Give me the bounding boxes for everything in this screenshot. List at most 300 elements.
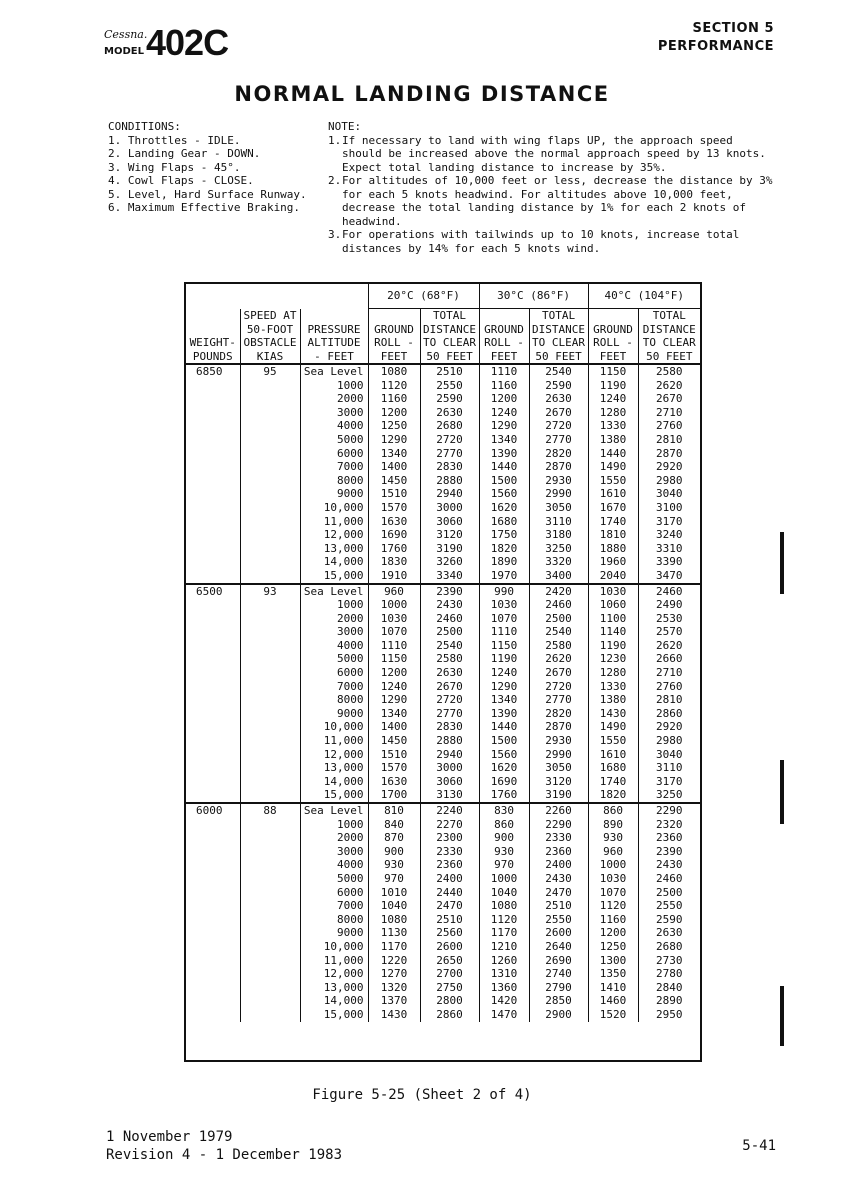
ground-roll-30-cell: 1440 [490, 720, 518, 734]
total-distance-30-cell: 2260 [545, 804, 572, 817]
ground-roll-30-cell: 970 [494, 858, 514, 872]
total-distance-30-cell: 2590 [545, 378, 572, 392]
ground-roll-30-cell: 1200 [490, 392, 518, 406]
total-distance-40-cell: 2390 [656, 844, 683, 858]
revision-bar [780, 986, 784, 1046]
weight-cell: 6850 [186, 364, 240, 584]
ground-roll-30-cell: 1440 [490, 460, 518, 474]
ground-roll-30-cell: 1080 [490, 899, 518, 913]
total-distance-30-cell: 3400 [545, 568, 572, 582]
altitude-cell: 11,000 [323, 953, 364, 967]
total-distance-40-cell: 2810 [656, 693, 683, 707]
ground-roll-30-cell: 1360 [490, 980, 518, 994]
ground-roll-20-cell: 1110 [380, 638, 408, 652]
ground-roll-20-cell: 810 [384, 804, 404, 817]
altitude-cell: Sea Level [303, 584, 364, 598]
conditions-heading: CONDITIONS: [108, 120, 181, 133]
total-distance-20-cell: 2650 [436, 953, 463, 967]
ground-roll-30-cell: 1340 [490, 693, 518, 707]
ground-roll-20-cell: 1030 [380, 611, 408, 625]
altitude-cell: 14,000 [323, 994, 364, 1008]
header-line: DISTANCE [423, 322, 476, 336]
total-distance-40-cell: 2360 [656, 831, 683, 845]
total-distance-30-cell-column [529, 364, 588, 584]
ground-roll-40-cell: 1000 [599, 858, 627, 872]
ground-roll-40-cell: 1610 [599, 487, 627, 501]
note-item [328, 228, 778, 255]
total-distance-20-cell: 3190 [436, 541, 463, 555]
total-distance-20-cell: 2700 [436, 967, 463, 981]
ground-roll-30-cell: 1240 [490, 666, 518, 680]
total-distance-40-cell: 2590 [656, 912, 683, 926]
header-line: 50 FEET [535, 349, 582, 363]
ground-roll-40-cell: 1880 [599, 541, 627, 555]
note-number: 1. [328, 133, 342, 147]
weight-block-row [186, 364, 700, 584]
altitude-cell: 8000 [337, 912, 364, 926]
total-distance-30-cell: 2850 [545, 994, 572, 1008]
ground-roll-30-cell: 1420 [490, 994, 518, 1008]
total-distance-40-cell: 2760 [656, 419, 683, 433]
total-distance-30-cell: 3110 [545, 514, 572, 528]
ground-roll-30-cell: 1260 [490, 953, 518, 967]
total-distance-20-cell: 2940 [436, 487, 463, 501]
ground-roll-20-cell: 1760 [380, 541, 408, 555]
total-distance-40-cell-column [638, 364, 700, 584]
ground-roll-30-cell: 1390 [490, 706, 518, 720]
total-distance-20-cell: 2390 [436, 584, 463, 598]
total-distance-40-cell: 2660 [656, 652, 683, 666]
header-line: POUNDS [192, 349, 233, 363]
ground-roll-40-cell: 1960 [599, 555, 627, 569]
total-distance-20-cell: 2600 [436, 939, 463, 953]
ground-roll-20-cell: 1040 [380, 899, 408, 913]
total-distance-30-cell: 2990 [545, 747, 572, 761]
altitude-cell: 6000 [337, 666, 364, 680]
total-distance-20-cell: 2510 [436, 365, 463, 378]
total-distance-20-cell: 2330 [436, 844, 463, 858]
ground-roll-20-cell: 840 [384, 817, 404, 831]
altitude-cell: 7000 [337, 679, 364, 693]
total-distance-30-cell: 2690 [545, 953, 572, 967]
altitude-cell: 5000 [337, 432, 364, 446]
header-line: 50-FOOT [246, 322, 294, 336]
col-total-30 [529, 309, 588, 365]
total-distance-40-cell: 2500 [656, 885, 683, 899]
issue-date: 1 November 1979 [106, 1129, 233, 1145]
note-item [328, 134, 778, 175]
total-distance-30-cell: 2770 [545, 432, 572, 446]
conditions [108, 120, 307, 215]
total-distance-30-cell: 3190 [545, 788, 572, 802]
total-distance-40-cell: 2710 [656, 666, 683, 680]
revision-bar [780, 760, 784, 824]
altitude-cell: 7000 [337, 899, 364, 913]
altitude-cell: 7000 [337, 460, 364, 474]
total-distance-40-cell: 2870 [656, 446, 683, 460]
ground-roll-30-cell: 1390 [490, 446, 518, 460]
altitude-cell: 9000 [337, 487, 364, 501]
ground-roll-20-cell: 1690 [380, 528, 408, 542]
ground-roll-20-cell: 1340 [380, 446, 408, 460]
ground-roll-20-cell: 1250 [380, 419, 408, 433]
ground-roll-40-cell: 1520 [599, 1007, 627, 1021]
altitude-cell: 4000 [337, 858, 364, 872]
ground-roll-30-cell: 1160 [490, 378, 518, 392]
total-distance-20-cell: 2720 [436, 432, 463, 446]
ground-roll-40-cell: 1030 [599, 871, 627, 885]
header-line: TOTAL [541, 309, 576, 322]
col-ground-roll-40 [588, 309, 638, 365]
total-distance-40-cell: 2980 [656, 734, 683, 748]
header-line: KIAS [256, 349, 284, 363]
footer-dates [106, 1128, 342, 1164]
ground-roll-20-cell: 1370 [380, 994, 408, 1008]
ground-roll-30-cell: 1290 [490, 419, 518, 433]
ground-roll-40-cell: 1250 [599, 939, 627, 953]
condition-item: 1. Throttles - IDLE. [108, 133, 241, 147]
total-distance-30-cell: 2600 [545, 926, 572, 940]
section-number: SECTION 5 [692, 21, 774, 36]
total-distance-40-cell: 2550 [656, 899, 683, 913]
altitude-cell: 15,000 [323, 568, 364, 582]
ground-roll-40-cell: 1330 [599, 679, 627, 693]
ground-roll-20-cell: 1000 [380, 598, 408, 612]
ground-roll-30-cell: 1500 [490, 734, 518, 748]
header-line: ALTITUDE [307, 336, 361, 349]
header-line: TOTAL [432, 309, 467, 322]
altitude-cell: 14,000 [323, 774, 364, 788]
total-distance-40-cell: 3390 [656, 555, 683, 569]
total-distance-20-cell: 2880 [436, 734, 463, 748]
ground-roll-20-cell: 1340 [380, 706, 408, 720]
altitude-cell: 13,000 [323, 761, 364, 775]
ground-roll-40-cell: 2040 [599, 568, 627, 582]
ground-roll-40-cell: 1350 [599, 967, 627, 981]
section-title: PERFORMANCE [657, 39, 774, 54]
total-distance-30-cell: 3250 [545, 541, 572, 555]
revision-bar [780, 532, 784, 594]
total-distance-40-cell: 2980 [656, 473, 683, 487]
ground-roll-40-cell: 1610 [599, 747, 627, 761]
total-distance-30-cell: 2870 [545, 460, 572, 474]
altitude-cell: 15,000 [323, 1007, 364, 1021]
ground-roll-40-cell: 1230 [599, 652, 627, 666]
total-distance-30-cell: 2290 [545, 817, 572, 831]
total-distance-30-cell: 2550 [545, 912, 572, 926]
total-distance-20-cell: 2880 [436, 473, 463, 487]
total-distance-20-cell: 2670 [436, 679, 463, 693]
ground-roll-30-cell: 1500 [490, 473, 518, 487]
total-distance-20-cell: 2770 [436, 706, 463, 720]
ground-roll-40-cell: 1200 [599, 926, 627, 940]
ground-roll-20-cell: 1510 [380, 747, 408, 761]
ground-roll-40-cell: 1140 [599, 625, 627, 639]
ground-roll-40-cell: 1680 [599, 761, 627, 775]
altitude-cell: 8000 [337, 693, 364, 707]
section-header [658, 20, 774, 56]
speed-cell: 88 [240, 803, 300, 1022]
ground-roll-40-cell: 860 [603, 804, 623, 817]
condition-item: 2. Landing Gear - DOWN. [108, 147, 261, 160]
table-body [186, 364, 700, 1022]
total-distance-40-cell: 2620 [656, 378, 683, 392]
total-distance-40-cell: 2730 [656, 953, 683, 967]
altitude-cell: 12,000 [323, 747, 364, 761]
total-distance-20-cell: 2560 [436, 926, 463, 940]
altitude-cell: 6000 [337, 446, 364, 460]
total-distance-20-cell: 3000 [436, 761, 463, 775]
condition-item: 3. Wing Flaps - 45°. [108, 160, 241, 174]
ground-roll-30-cell: 1120 [490, 912, 518, 926]
altitude-cell: 13,000 [323, 980, 364, 994]
total-distance-20-cell: 2830 [436, 720, 463, 734]
header-line: DISTANCE [532, 322, 586, 336]
total-distance-30-cell-column [529, 803, 588, 1022]
total-distance-30-cell: 3050 [545, 761, 572, 775]
ground-roll-20-cell: 1080 [380, 365, 408, 378]
header-line: 50 FEET [646, 349, 693, 363]
total-distance-30-cell: 2870 [545, 720, 572, 734]
header-line: TOTAL [652, 309, 686, 322]
ground-roll-30-cell: 860 [494, 817, 514, 831]
total-distance-30-cell: 2430 [545, 871, 572, 885]
ground-roll-20-cell-column [368, 584, 420, 804]
total-distance-30-cell: 3180 [545, 528, 572, 542]
total-distance-40-cell: 3170 [656, 514, 683, 528]
ground-roll-30-cell: 1470 [490, 1007, 518, 1021]
total-distance-20-cell: 2500 [436, 625, 463, 639]
ground-roll-20-cell: 1200 [380, 666, 408, 680]
ground-roll-20-cell: 1010 [380, 885, 408, 899]
ground-roll-30-cell: 1820 [490, 541, 518, 555]
ground-roll-40-cell: 1490 [599, 460, 627, 474]
speed-cell: 95 [240, 364, 300, 584]
ground-roll-40-cell: 1070 [599, 885, 627, 899]
ground-roll-20-cell: 1630 [380, 514, 408, 528]
altitude-cell: 2000 [337, 831, 364, 845]
ground-roll-30-cell: 990 [494, 584, 514, 598]
ground-roll-20-cell: 870 [384, 831, 404, 845]
total-distance-20-cell: 2830 [436, 460, 463, 474]
col-total-20 [420, 309, 479, 365]
ground-roll-30-cell: 1070 [490, 611, 518, 625]
altitude-cell: 3000 [337, 405, 364, 419]
total-distance-40-cell: 2780 [656, 967, 683, 981]
total-distance-40-cell: 3470 [656, 568, 683, 582]
altitude-cell: 10,000 [323, 500, 364, 514]
ground-roll-40-cell: 1240 [599, 392, 627, 406]
temp-header-20c: 20°C (68°F) [368, 284, 479, 309]
col-speed [240, 309, 300, 365]
total-distance-30-cell: 2420 [545, 584, 572, 598]
total-distance-20-cell: 2590 [436, 392, 463, 406]
header-line: TO CLEAR [423, 336, 476, 349]
ground-roll-30-cell: 1170 [490, 926, 518, 940]
ground-roll-40-cell: 1190 [599, 378, 627, 392]
ground-roll-20-cell: 1290 [380, 693, 408, 707]
total-distance-30-cell: 2620 [545, 652, 572, 666]
total-distance-40-cell: 3040 [656, 747, 683, 761]
total-distance-30-cell: 2820 [545, 446, 572, 460]
total-distance-30-cell: 2580 [545, 638, 572, 652]
total-distance-30-cell: 2470 [545, 885, 572, 899]
note-number: 3. [328, 228, 342, 241]
ground-roll-20-cell: 900 [384, 844, 404, 858]
ground-roll-20-cell: 1450 [380, 734, 408, 748]
ground-roll-30-cell: 1690 [490, 774, 518, 788]
ground-roll-30-cell: 1760 [490, 788, 518, 802]
ground-roll-30-cell: 1970 [490, 568, 518, 582]
total-distance-20-cell: 2510 [436, 912, 463, 926]
altitude-cell: 13,000 [323, 541, 364, 555]
speed-cell: 93 [240, 584, 300, 804]
total-distance-30-cell-column [529, 584, 588, 804]
altitude-cell: Sea Level [303, 804, 364, 817]
total-distance-20-cell: 2630 [436, 666, 463, 680]
total-distance-20-cell: 3130 [436, 788, 463, 802]
ground-roll-20-cell: 1070 [380, 625, 408, 639]
total-distance-20-cell: 2580 [436, 652, 463, 666]
ground-roll-40-cell: 1550 [599, 734, 627, 748]
ground-roll-30-cell-column [479, 803, 529, 1022]
altitude-cell: 2000 [337, 392, 364, 406]
ground-roll-40-cell: 1490 [599, 720, 627, 734]
ground-roll-40-cell: 1190 [599, 638, 627, 652]
header-line: FEET [599, 349, 627, 363]
col-total-40 [638, 309, 700, 365]
header-line: SPEED AT [243, 309, 297, 322]
total-distance-40-cell: 3170 [656, 774, 683, 788]
ground-roll-40-cell: 1330 [599, 419, 627, 433]
altitude-cell: 11,000 [323, 514, 364, 528]
header-line: FEET [490, 349, 518, 363]
total-distance-30-cell: 2330 [545, 831, 572, 845]
total-distance-30-cell: 2770 [545, 693, 572, 707]
total-distance-30-cell: 2990 [545, 487, 572, 501]
weight-block-row [186, 803, 700, 1022]
ground-roll-40-cell: 1740 [599, 514, 627, 528]
header-line: GROUND [593, 322, 633, 336]
ground-roll-30-cell: 830 [494, 804, 514, 817]
ground-roll-20-cell: 960 [384, 584, 404, 598]
altitude-cell: 1000 [337, 598, 364, 612]
total-distance-20-cell: 3000 [436, 500, 463, 514]
ground-roll-40-cell: 1280 [599, 405, 627, 419]
note-item [328, 174, 778, 228]
ground-roll-30-cell: 1110 [490, 625, 518, 639]
ground-roll-40-cell: 890 [603, 817, 623, 831]
total-distance-30-cell: 3320 [545, 555, 572, 569]
total-distance-20-cell: 2360 [436, 858, 463, 872]
figure-caption: Figure 5-25 (Sheet 2 of 4) [312, 1087, 532, 1103]
ground-roll-30-cell: 1890 [490, 555, 518, 569]
ground-roll-40-cell: 1120 [599, 899, 627, 913]
ground-roll-40-cell: 1300 [599, 953, 627, 967]
ground-roll-30-cell-column [479, 584, 529, 804]
total-distance-20-cell: 3260 [436, 555, 463, 569]
brand-logo [104, 24, 244, 64]
total-distance-30-cell: 2360 [545, 844, 572, 858]
total-distance-30-cell: 2740 [545, 967, 572, 981]
ground-roll-30-cell: 1110 [490, 365, 518, 378]
ground-roll-40-cell: 1440 [599, 446, 627, 460]
total-distance-20-cell-column [420, 364, 479, 584]
ground-roll-20-cell: 1510 [380, 487, 408, 501]
altitude-cell: 5000 [337, 871, 364, 885]
ground-roll-30-cell: 1560 [490, 747, 518, 761]
altitude-cell: 10,000 [323, 720, 364, 734]
ground-roll-40-cell: 1280 [599, 666, 627, 680]
ground-roll-40-cell: 1060 [599, 598, 627, 612]
total-distance-20-cell: 2750 [436, 980, 463, 994]
ground-roll-30-cell: 1240 [490, 405, 518, 419]
revision-date: Revision 4 - 1 December 1983 [106, 1147, 343, 1163]
total-distance-40-cell: 3110 [656, 761, 683, 775]
ground-roll-30-cell: 1030 [490, 598, 518, 612]
ground-roll-30-cell: 930 [494, 844, 514, 858]
ground-roll-30-cell: 1750 [490, 528, 518, 542]
total-distance-20-cell: 2720 [436, 693, 463, 707]
ground-roll-40-cell: 1380 [599, 693, 627, 707]
total-distance-30-cell: 2930 [545, 473, 572, 487]
ground-roll-20-cell: 1570 [380, 761, 408, 775]
total-distance-20-cell: 2800 [436, 994, 463, 1008]
total-distance-30-cell: 3120 [545, 774, 572, 788]
total-distance-40-cell: 2430 [656, 858, 683, 872]
ground-roll-20-cell: 1160 [380, 392, 408, 406]
total-distance-30-cell: 2510 [545, 899, 572, 913]
header-line: GROUND [374, 322, 414, 336]
notes-heading: NOTE: [328, 120, 362, 133]
total-distance-40-cell: 2920 [656, 720, 683, 734]
model-label: MODEL [104, 46, 144, 57]
ground-roll-20-cell: 1150 [380, 652, 408, 666]
col-ground-roll-30 [479, 309, 529, 365]
ground-roll-20-cell: 1170 [380, 939, 408, 953]
total-distance-30-cell: 2640 [545, 939, 572, 953]
total-distance-40-cell: 2580 [656, 365, 683, 378]
total-distance-40-cell: 2710 [656, 405, 683, 419]
ground-roll-20-cell: 1120 [380, 378, 408, 392]
landing-distance-table [184, 282, 702, 1062]
altitude-cell: 3000 [337, 844, 364, 858]
ground-roll-30-cell: 1560 [490, 487, 518, 501]
header-line: PRESSURE [307, 322, 361, 336]
total-distance-30-cell: 2930 [545, 734, 572, 748]
total-distance-20-cell-column [420, 584, 479, 804]
total-distance-40-cell: 3250 [656, 788, 683, 802]
altitude-cell-column [300, 803, 368, 1022]
ground-roll-40-cell: 1410 [599, 980, 627, 994]
ground-roll-30-cell: 1190 [490, 652, 518, 666]
ground-roll-30-cell: 1290 [490, 679, 518, 693]
altitude-cell: 3000 [337, 625, 364, 639]
header-line: GROUND [484, 322, 524, 336]
altitude-cell-column [300, 364, 368, 584]
ground-roll-40-cell: 1820 [599, 788, 627, 802]
ground-roll-40-cell-column [588, 803, 638, 1022]
total-distance-40-cell: 2630 [656, 926, 683, 940]
ground-roll-40-cell: 960 [603, 844, 623, 858]
header-blank [186, 284, 368, 309]
ground-roll-20-cell: 1400 [380, 720, 408, 734]
total-distance-40-cell: 2860 [656, 706, 683, 720]
total-distance-20-cell: 2460 [436, 611, 463, 625]
ground-roll-20-cell: 1270 [380, 967, 408, 981]
altitude-cell: 4000 [337, 638, 364, 652]
weight-cell: 6000 [186, 803, 240, 1022]
